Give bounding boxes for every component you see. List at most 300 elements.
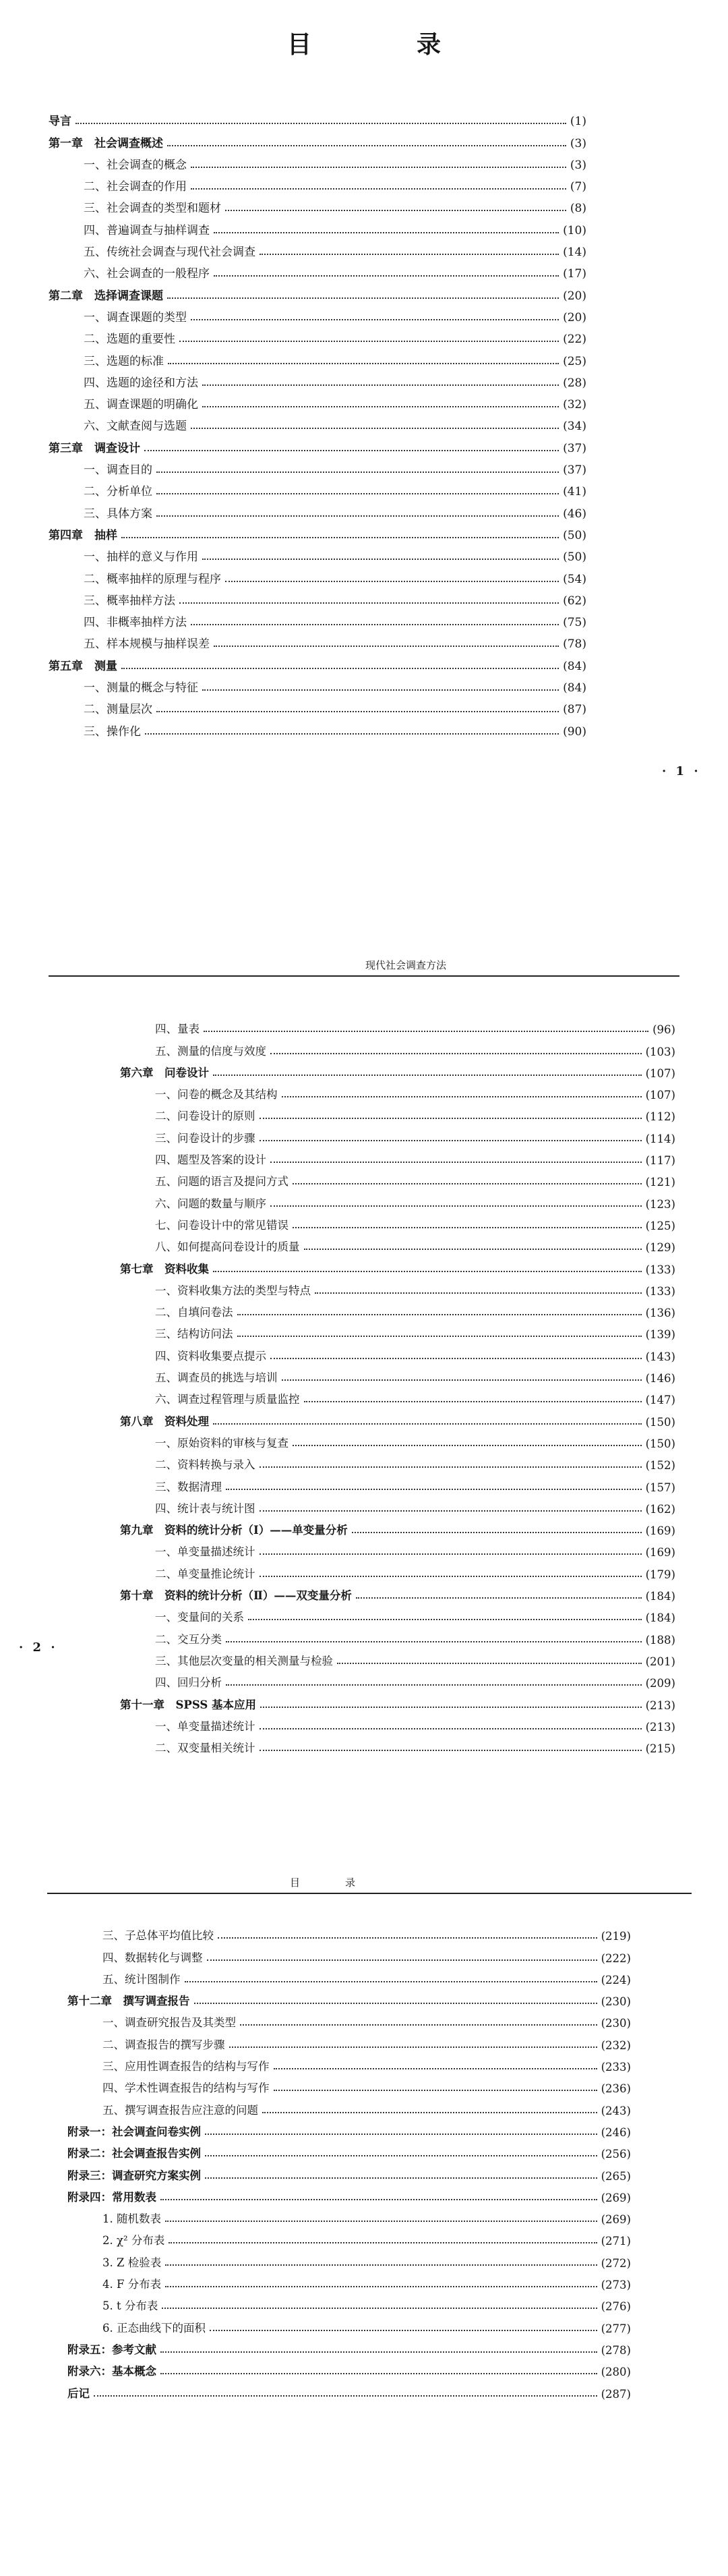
toc-page-number: (84): [563, 659, 586, 673]
toc-chapter-row: [67, 2183, 631, 2204]
dot-leader: [270, 1205, 642, 1207]
dot-leader: [260, 1553, 642, 1555]
toc-page-number: (150): [645, 1437, 675, 1450]
toc-entry-title: 二、问卷设计的原则: [155, 1110, 255, 1123]
dot-leader: [165, 2264, 597, 2266]
toc-section-row: [120, 1668, 675, 1690]
dot-leader: [214, 646, 559, 647]
dot-leader: [304, 1249, 642, 1250]
toc-entry-title: 二、选题的重要性: [84, 333, 175, 347]
dot-leader: [169, 2242, 597, 2243]
toc-page-number: (14): [563, 246, 586, 260]
toc-chapter-row: [120, 1406, 675, 1428]
toc-entry-title: 二、单变量推论统计: [155, 1567, 255, 1580]
toc-chapter-row: [67, 2139, 631, 2160]
toc-title: 目 录: [286, 30, 481, 59]
toc-section-row: [49, 455, 586, 477]
dot-leader: [185, 1981, 597, 1982]
toc-section-row: [49, 215, 586, 237]
dot-leader: [191, 188, 566, 190]
toc-section-row: [120, 1319, 675, 1341]
toc-section-row: [49, 629, 586, 651]
toc-page-number: (188): [645, 1633, 675, 1647]
dot-leader: [315, 1292, 642, 1294]
toc-page-number: (169): [645, 1546, 675, 1559]
dot-leader: [293, 1183, 642, 1184]
dot-leader: [156, 711, 559, 712]
dot-leader: [205, 2155, 597, 2156]
toc-entry-title: 2. χ² 分布表: [102, 2234, 165, 2248]
dot-leader: [121, 537, 559, 538]
toc-chapter-row: [67, 2378, 631, 2400]
toc-section-row: [120, 1494, 675, 1516]
toc-entry-title: 三、数据清理: [155, 1480, 222, 1493]
toc-section-row: [67, 2313, 631, 2335]
toc-entry-title: 三、应用性调查报告的结构与写作: [102, 2060, 270, 2073]
toc-page-number: (269): [601, 2213, 631, 2227]
dot-leader: [214, 275, 559, 277]
dot-leader: [207, 1959, 597, 1961]
toc-page-number: (271): [601, 2235, 631, 2248]
toc-section-row: [67, 2052, 631, 2073]
dot-leader: [260, 254, 559, 255]
dot-leader: [202, 406, 559, 407]
toc-entry-title: 一、单变量描述统计: [155, 1719, 255, 1733]
toc-section-row: [120, 1603, 675, 1624]
toc-page-number: (213): [645, 1720, 675, 1734]
dot-leader: [213, 1423, 642, 1425]
toc-entry-title: 第七章 资料收集: [120, 1262, 209, 1276]
dot-leader: [165, 2221, 597, 2222]
toc-page-number: (280): [601, 2366, 631, 2379]
toc-entry-title: 一、抽样的意义与作用: [84, 550, 198, 565]
dot-leader: [337, 1663, 642, 1664]
toc-entry-title: 八、如何提高问卷设计的质量: [155, 1240, 300, 1254]
toc-section-row: [49, 150, 586, 172]
toc-page-number: (230): [601, 2017, 631, 2030]
toc-chapter-row: [120, 1690, 675, 1711]
toc-entry-title: 第十二章 撰写调查报告: [67, 1995, 190, 2008]
dot-leader: [225, 210, 566, 211]
dot-leader: [260, 1510, 642, 1512]
toc-page-number: (125): [645, 1219, 675, 1232]
toc-entry-title: 六、社会调查的一般程序: [84, 267, 210, 281]
toc-section-row: [67, 1943, 631, 1964]
dot-leader: [160, 2199, 597, 2200]
toc-entry-title: 二、自填问卷法: [155, 1306, 233, 1319]
toc-section-row: [49, 477, 586, 498]
dot-leader: [213, 1271, 642, 1272]
toc-page-number: (107): [645, 1089, 675, 1102]
toc-section-row: [120, 1276, 675, 1298]
toc-entry-title: 六、调查过程管理与质量监控: [155, 1393, 300, 1406]
dot-leader: [270, 1358, 642, 1359]
toc-page-number: (22): [563, 333, 586, 347]
toc-section-row: [49, 695, 586, 716]
toc-page-number: (62): [563, 594, 586, 608]
toc-page-number: (269): [601, 2191, 631, 2204]
dot-leader: [282, 1096, 642, 1097]
toc-chapter-row: [67, 2357, 631, 2378]
dot-leader: [156, 493, 559, 494]
dot-leader: [260, 1118, 642, 1119]
toc-section-row: [49, 324, 586, 346]
toc-page-number: (136): [645, 1307, 675, 1320]
toc-page-number: (236): [601, 2082, 631, 2096]
toc-section-row: [49, 237, 586, 259]
toc-section-row: [49, 172, 586, 194]
toc-entry-title: 四、统计表与统计图: [155, 1501, 255, 1515]
toc-entry-title: 五、撰写调查报告应注意的问题: [102, 2103, 258, 2117]
dot-leader: [160, 2373, 597, 2374]
toc-page-number: (265): [601, 2169, 631, 2183]
toc-entry-title: 五、样本规模与抽样误差: [84, 637, 210, 652]
dot-leader: [191, 167, 566, 168]
toc-entry-title: 附录三：调查研究方案实例: [67, 2169, 201, 2182]
toc-entry-title: 第五章 测量: [49, 659, 117, 673]
dot-leader: [237, 1336, 642, 1337]
toc-entry-title: 第二章 选择调查课题: [49, 289, 163, 303]
toc-page-number: (184): [645, 1611, 675, 1625]
toc-page-number: (209): [645, 1677, 675, 1690]
dot-leader: [202, 689, 559, 691]
dot-leader: [248, 1619, 642, 1620]
toc-entry-title: 二、双变量相关统计: [155, 1742, 255, 1755]
toc-page-number: (201): [645, 1655, 675, 1668]
toc-entry-title: 六、文献查阅与选题: [84, 420, 187, 434]
toc-page-number: (157): [645, 1481, 675, 1494]
toc-section-row: [49, 390, 586, 411]
toc-entry-title: 三、结构访问法: [155, 1327, 233, 1341]
toc-section-row: [49, 368, 586, 390]
dot-leader: [75, 123, 566, 124]
dot-leader: [293, 1445, 642, 1446]
toc-page-number: (25): [563, 354, 586, 368]
dot-leader: [218, 1937, 597, 1939]
toc-section-row: [120, 1123, 675, 1145]
dot-leader: [282, 1379, 642, 1381]
toc-page-number: (50): [563, 550, 586, 565]
dot-leader: [260, 1707, 642, 1708]
toc-entry-title: 第九章 资料的统计分析（Ⅰ）——单变量分析: [120, 1524, 348, 1537]
toc-section-row: [67, 2073, 631, 2095]
toc-entry-title: 四、普遍调查与抽样调查: [84, 223, 210, 237]
toc-entry-title: 一、单变量描述统计: [155, 1545, 255, 1559]
dot-leader: [167, 297, 559, 299]
toc-section-row: [120, 1014, 675, 1036]
toc-section-row: [120, 1232, 675, 1254]
toc-list-page-3: [67, 1921, 631, 2401]
toc-entry-title: 二、测量层次: [84, 703, 152, 717]
toc-entry-title: 导言: [49, 115, 71, 129]
toc-chapter-row: [49, 433, 586, 455]
toc-entry-title: 三、选题的标准: [84, 354, 164, 368]
dot-leader: [229, 2047, 597, 2048]
dot-leader: [270, 1162, 642, 1163]
toc-section-row: [49, 498, 586, 520]
toc-entry-title: 5. t 分布表: [102, 2299, 158, 2313]
toc-page-number: (272): [601, 2256, 631, 2270]
dot-leader: [226, 1684, 642, 1686]
dot-leader: [194, 2003, 597, 2004]
toc-section-row: [49, 608, 586, 629]
dot-leader: [260, 1140, 642, 1141]
toc-entry-title: 二、资料转换与录入: [155, 1458, 255, 1472]
toc-entry-title: 一、调查课题的类型: [84, 310, 187, 324]
toc-page-number: (230): [601, 1995, 631, 2009]
toc-section-row: [120, 1624, 675, 1646]
toc-page-number: (75): [563, 616, 586, 630]
toc-page-number: (224): [601, 1973, 631, 1986]
toc-entry-title: 五、问题的语言及提问方式: [155, 1175, 289, 1189]
toc-entry-title: 四、学术性调查报告的结构与写作: [102, 2082, 270, 2095]
toc-entry-title: 3. Z 检验表: [102, 2256, 162, 2269]
toc-page-number: (8): [570, 202, 586, 216]
toc-page-number: (87): [563, 703, 586, 717]
dot-leader: [145, 733, 559, 735]
dot-leader: [274, 2090, 597, 2091]
running-header-title: 目 录: [290, 1877, 373, 1889]
toc-page-number: (278): [601, 2343, 631, 2357]
dot-leader: [225, 581, 559, 582]
dot-leader: [168, 363, 559, 364]
toc-section-row: [67, 2095, 631, 2117]
toc-section-row: [49, 673, 586, 695]
dot-leader: [304, 1401, 642, 1402]
toc-section-row: [67, 2248, 631, 2269]
toc-section-row: [67, 2204, 631, 2226]
toc-entry-title: 二、交互分类: [155, 1632, 222, 1646]
dot-leader: [191, 428, 559, 429]
toc-section-row: [120, 1450, 675, 1472]
toc-page-number: (54): [563, 572, 586, 586]
toc-chapter-row: [67, 2117, 631, 2139]
toc-page-number: (169): [645, 1524, 675, 1538]
toc-chapter-row: [120, 1254, 675, 1276]
toc-entry-title: 二、社会调查的作用: [84, 180, 187, 194]
dot-leader: [121, 668, 559, 669]
toc-list-page-2: [120, 1014, 675, 1755]
toc-page-number: (232): [601, 2038, 631, 2052]
dot-leader: [156, 515, 559, 517]
toc-entry-title: 七、问卷设计中的常见错误: [155, 1218, 289, 1232]
dot-leader: [162, 2308, 597, 2309]
dot-leader: [191, 319, 559, 320]
toc-section-row: [49, 194, 586, 215]
toc-entry-title: 四、非概率抽样方法: [84, 616, 187, 630]
toc-entry-title: 附录二：社会调查报告实例: [67, 2147, 201, 2160]
toc-page-number: (96): [653, 1023, 675, 1037]
toc-entry-title: 三、操作化: [84, 724, 141, 739]
toc-chapter-row: [120, 1516, 675, 1537]
toc-page-number: (133): [645, 1263, 675, 1276]
page-number: · 1 ·: [662, 764, 701, 778]
toc-page-number: (32): [563, 398, 586, 412]
toc-entry-title: 五、调查员的挑选与培训: [155, 1371, 278, 1385]
toc-page-number: (222): [601, 1951, 631, 1965]
dot-leader: [262, 2112, 597, 2113]
dot-leader: [213, 1075, 642, 1076]
toc-entry-title: 二、分析单位: [84, 485, 152, 499]
dot-leader: [210, 2330, 597, 2331]
toc-page-number: (112): [645, 1110, 675, 1124]
toc-entry-title: 四、题型及答案的设计: [155, 1153, 266, 1167]
toc-entry-title: 附录四：常用数表: [67, 2190, 156, 2204]
toc-entry-title: 第一章 社会调查概述: [49, 136, 163, 150]
dot-leader: [165, 2286, 597, 2287]
toc-entry-title: 附录五：参考文献: [67, 2343, 156, 2356]
toc-page-number: (103): [645, 1045, 675, 1058]
toc-page-number: (78): [563, 637, 586, 652]
toc-page-number: (117): [645, 1154, 675, 1168]
toc-page-number: (50): [563, 528, 586, 542]
page-number: · 2 ·: [19, 1640, 58, 1655]
toc-section-row: [67, 2030, 631, 2051]
toc-section-row: [120, 1080, 675, 1101]
toc-entry-title: 三、问卷设计的步骤: [155, 1131, 255, 1145]
toc-page-number: (129): [645, 1241, 675, 1255]
toc-list-page-1: [49, 107, 586, 739]
toc-page-number: (219): [601, 1930, 631, 1943]
dot-leader: [205, 2177, 597, 2179]
toc-chapter-row: [67, 2335, 631, 2357]
dot-leader: [240, 2024, 597, 2026]
toc-entry-title: 五、传统社会调查与现代社会调查: [84, 246, 255, 260]
dot-leader: [204, 1031, 648, 1032]
toc-entry-title: 四、数据转化与调整: [102, 1951, 203, 1964]
toc-chapter-row: [49, 281, 586, 302]
toc-chapter-row: [49, 651, 586, 672]
toc-entry-title: 附录六：基本概念: [67, 2365, 156, 2378]
toc-section-row: [120, 1036, 675, 1058]
toc-entry-title: 后记: [67, 2386, 90, 2400]
toc-section-row: [120, 1429, 675, 1450]
toc-chapter-row: [67, 2160, 631, 2182]
toc-page-number: (276): [601, 2300, 631, 2314]
toc-chapter-row: [49, 107, 586, 128]
toc-section-row: [67, 2270, 631, 2291]
toc-page-number: (246): [601, 2125, 631, 2139]
toc-page-number: (256): [601, 2148, 631, 2161]
running-header-title: 现代社会调查方法: [365, 959, 447, 971]
toc-page-number: (37): [563, 441, 586, 455]
dot-leader: [202, 384, 559, 386]
toc-entry-title: 1. 随机数表: [102, 2212, 161, 2226]
toc-section-row: [67, 2226, 631, 2248]
toc-entry-title: 四、资料收集要点提示: [155, 1349, 266, 1363]
dot-leader: [274, 2068, 597, 2069]
dot-leader: [156, 471, 559, 473]
dot-leader: [237, 1314, 642, 1315]
toc-page-number: (243): [601, 2104, 631, 2117]
toc-section-row: [49, 716, 586, 738]
toc-entry-title: 六、问题的数量与顺序: [155, 1197, 266, 1210]
toc-section-row: [120, 1537, 675, 1559]
toc-entry-title: 四、量表: [155, 1023, 200, 1036]
toc-page-number: (28): [563, 376, 586, 390]
toc-page-number: (114): [645, 1132, 675, 1145]
toc-page-number: (1): [570, 115, 586, 129]
toc-page-number: (233): [601, 2061, 631, 2074]
dot-leader: [179, 341, 559, 342]
toc-entry-title: 五、调查课题的明确化: [84, 398, 198, 412]
toc-entry-title: 一、调查目的: [84, 463, 152, 478]
toc-page-number: (273): [601, 2279, 631, 2292]
toc-entry-title: 第四章 抽样: [49, 528, 117, 542]
dot-leader: [260, 1576, 642, 1577]
toc-page-number: (123): [645, 1197, 675, 1211]
toc-page-number: (20): [563, 289, 586, 303]
dot-leader: [179, 602, 559, 604]
dot-leader: [260, 1466, 642, 1468]
toc-section-row: [49, 259, 586, 281]
dot-leader: [293, 1227, 642, 1228]
toc-entry-title: 4. F 分布表: [102, 2278, 162, 2291]
toc-section-row: [120, 1559, 675, 1580]
toc-page-number: (143): [645, 1350, 675, 1363]
dot-leader: [226, 1641, 642, 1642]
dot-leader: [202, 559, 559, 560]
toc-page-number: (213): [645, 1698, 675, 1712]
toc-page-number: (41): [563, 485, 586, 499]
dot-leader: [144, 450, 559, 451]
toc-page-number: (162): [645, 1502, 675, 1516]
toc-entry-title: 一、原始资料的审核与复查: [155, 1436, 289, 1450]
toc-page-number: (184): [645, 1590, 675, 1603]
toc-section-row: [67, 2008, 631, 2030]
toc-section-row: [49, 346, 586, 368]
dot-leader: [167, 145, 566, 146]
toc-section-row: [49, 564, 586, 585]
toc-section-row: [120, 1298, 675, 1319]
toc-entry-title: 附录一：社会调查问卷实例: [67, 2125, 201, 2138]
toc-entry-title: 四、回归分析: [155, 1676, 222, 1690]
toc-entry-title: 一、测量的概念与特征: [84, 681, 198, 695]
dot-leader: [226, 1489, 642, 1490]
toc-page-number: (179): [645, 1568, 675, 1581]
toc-entry-title: 第三章 调查设计: [49, 441, 140, 455]
toc-entry-title: 三、概率抽样方法: [84, 594, 175, 608]
toc-chapter-row: [120, 1058, 675, 1080]
toc-entry-title: 6. 正态曲线下的面积: [102, 2321, 206, 2335]
toc-entry-title: 第八章 资料处理: [120, 1414, 209, 1428]
toc-entry-title: 五、统计图制作: [102, 1972, 181, 1986]
toc-page-number: (10): [563, 223, 586, 237]
toc-section-row: [120, 1734, 675, 1755]
dot-leader: [260, 1750, 642, 1751]
dot-leader: [270, 1053, 642, 1054]
toc-page-number: (7): [570, 180, 586, 194]
toc-page-number: (107): [645, 1066, 675, 1080]
toc-entry-title: 第六章 问卷设计: [120, 1066, 209, 1079]
toc-entry-title: 一、社会调查的概念: [84, 158, 187, 172]
toc-section-row: [120, 1101, 675, 1123]
toc-page-number: (20): [563, 310, 586, 324]
toc-entry-title: 三、其他层次变量的相关测量与检验: [155, 1654, 333, 1667]
toc-entry-title: 一、问卷的概念及其结构: [155, 1088, 278, 1101]
toc-section-row: [49, 411, 586, 433]
toc-section-row: [120, 1167, 675, 1189]
toc-section-row: [120, 1211, 675, 1232]
toc-entry-title: 一、资料收集方法的类型与特点: [155, 1284, 311, 1297]
toc-page-number: (3): [570, 136, 586, 150]
toc-section-row: [120, 1712, 675, 1734]
toc-page-number: (90): [563, 724, 586, 739]
toc-page-number: (147): [645, 1394, 675, 1407]
toc-entry-title: 二、调查报告的撰写步骤: [102, 2038, 225, 2051]
toc-entry-title: 三、子总体平均值比较: [102, 1929, 214, 1943]
toc-entry-title: 第十章 资料的统计分析（Ⅱ）——双变量分析: [120, 1589, 352, 1603]
